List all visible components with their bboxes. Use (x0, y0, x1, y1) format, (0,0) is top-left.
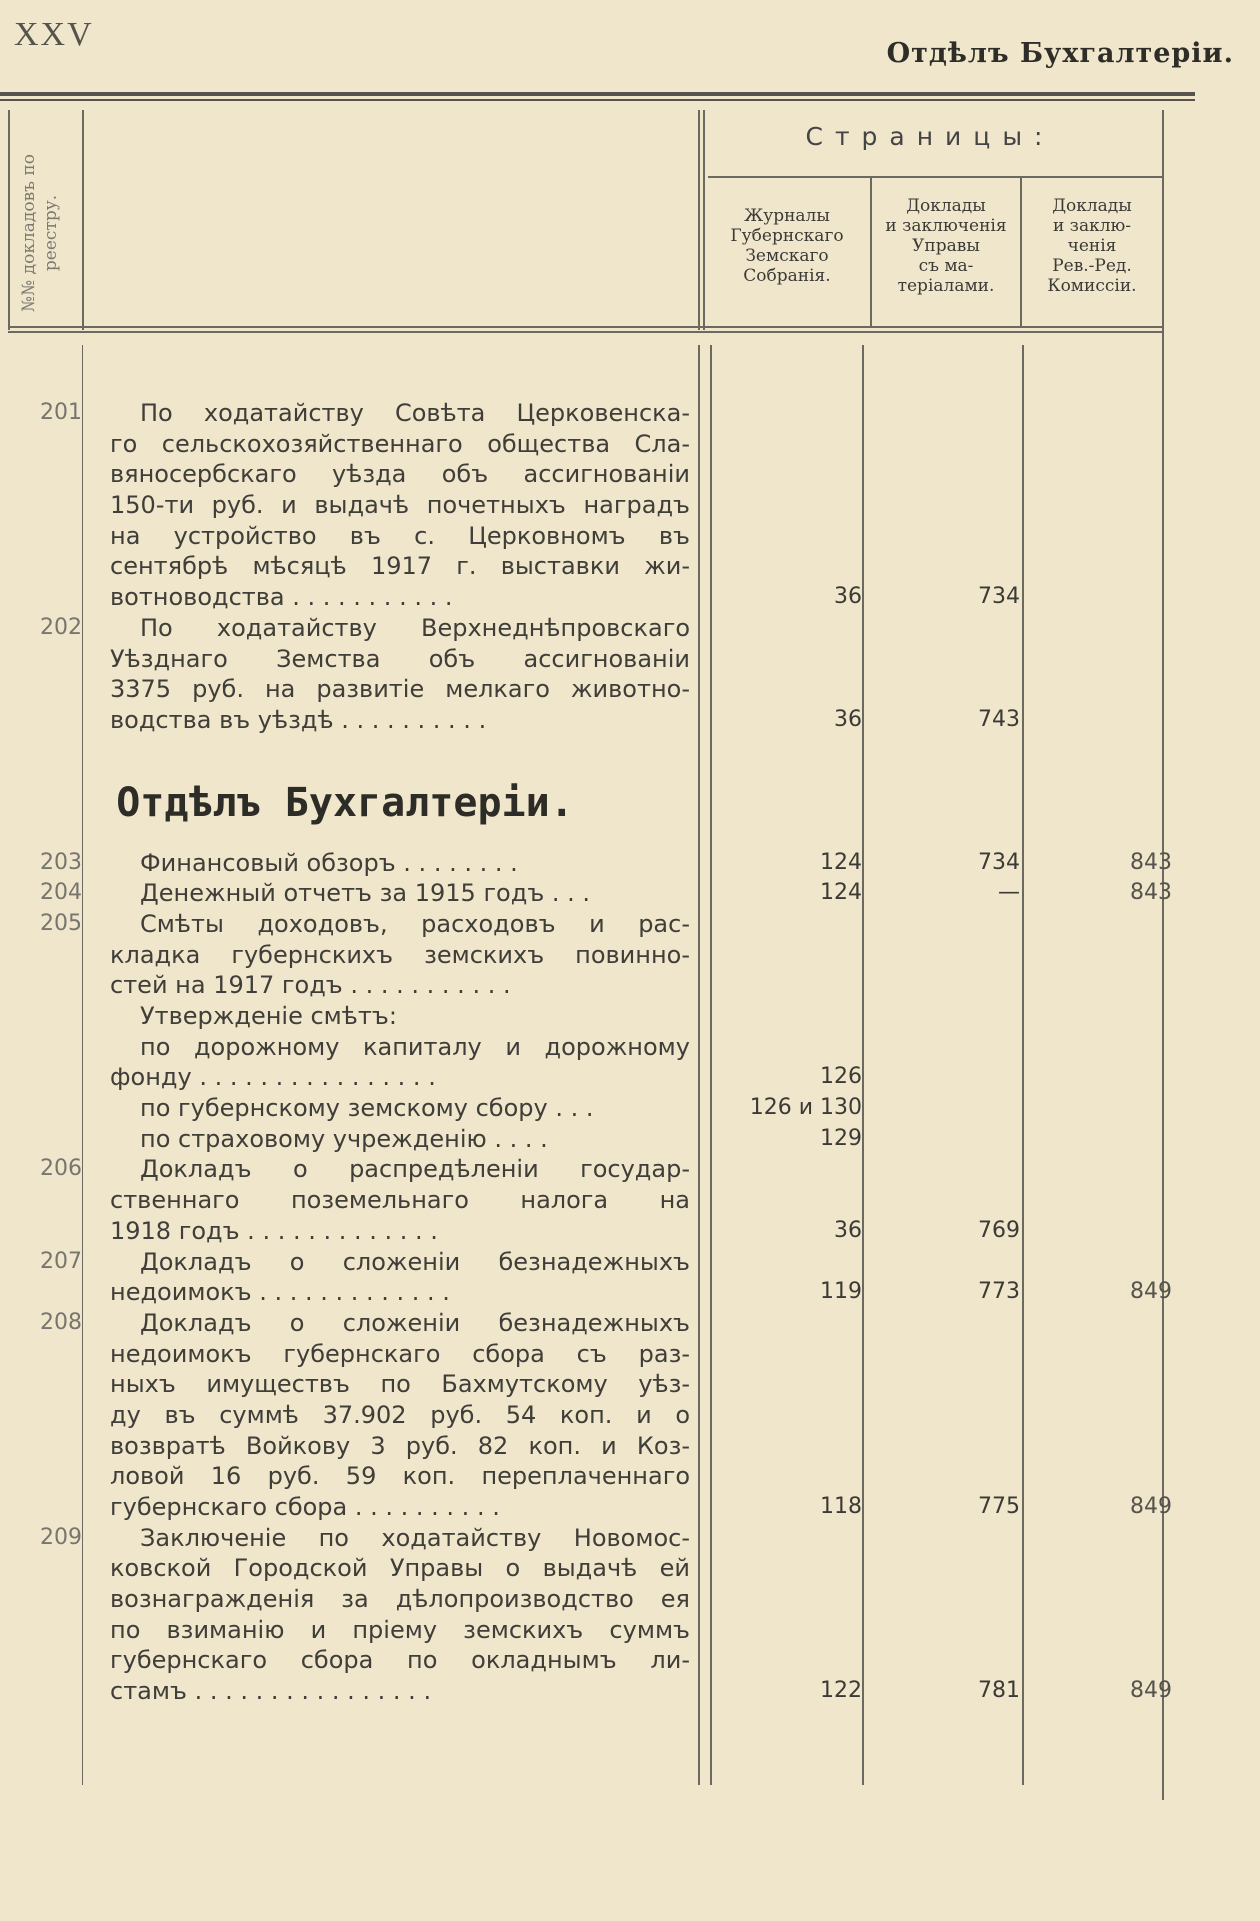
entry-text: Финансовый обзоръ . . . . . . . . (140, 848, 518, 877)
entry-line (0, 1645, 1260, 1676)
table-row (0, 1032, 1260, 1093)
entry-line (0, 1185, 1260, 1216)
entry-line (0, 1062, 1260, 1093)
entry-text: по дорожному капиталу и дорожному (140, 1032, 690, 1061)
entry-text: недоимокъ губернскаго сбора съ раз- (110, 1339, 690, 1368)
entry-line (0, 940, 1260, 971)
entry-line (0, 705, 1260, 736)
entry-line (0, 398, 1260, 429)
entry-line (0, 1584, 1260, 1615)
entry-line (0, 429, 1260, 460)
entry-text: ныхъ имуществъ по Бахмутскому уѣз- (110, 1370, 690, 1399)
table-row (0, 1247, 1260, 1308)
entry-text: стей на 1917 годъ . . . . . . . . . . . (110, 971, 511, 1000)
entry-text: Докладъ о сложеніи безнадежныхъ (140, 1247, 690, 1276)
entry-line (0, 1431, 1260, 1462)
entry-line (0, 1492, 1260, 1523)
entry-text: ду въ суммѣ 37.902 руб. 54 коп. и о (110, 1400, 690, 1429)
entry-text: ковской Городской Управы о выдачѣ ей (110, 1554, 690, 1583)
reports-page: 734 (978, 584, 1020, 610)
entry-text: го сельскохозяйственнаго общества Сла- (110, 429, 690, 458)
entries-after (0, 848, 1260, 1707)
entry-text: По ходатайству Совѣта Церковенска- (140, 399, 690, 427)
entry-text: По ходатайству Верхнеднѣпровскаго (140, 613, 690, 642)
journals-page: 118 (820, 1494, 862, 1519)
entry-line (0, 644, 1260, 675)
journals-page: 124 (820, 880, 862, 906)
reports-page: 773 (978, 1279, 1020, 1305)
section-title: Отдѣлъ Бухгалтеріи. (116, 779, 574, 826)
entry-text: по взиманію и пріему земскихъ суммъ (110, 1615, 690, 1644)
entry-number: 208 (40, 1309, 82, 1335)
journals-page: 119 (820, 1279, 862, 1305)
reports-page: 734 (978, 849, 1020, 875)
commission-page: 849 (1130, 1279, 1172, 1305)
entry-text: губернскаго сбора по окладнымъ ли- (110, 1646, 690, 1675)
table-row (0, 878, 1260, 909)
entries-table (0, 398, 1260, 1707)
entries-before (0, 398, 1260, 758)
commission-page: 849 (1130, 1678, 1172, 1704)
entry-number: 202 (40, 614, 82, 640)
entry-line (0, 582, 1260, 613)
entry-text: ловой 16 руб. 59 коп. переплаченнаго (110, 1462, 690, 1491)
reports-page: — (998, 880, 1020, 906)
entry-text: стамъ . . . . . . . . . . . . . . . . (110, 1677, 432, 1706)
entry-text: вяносербскаго уѣзда объ ассигнованіи (110, 460, 690, 489)
page-number: XXV (14, 16, 94, 53)
entry-line (0, 1369, 1260, 1400)
entry-text: Смѣты доходовъ, расходовъ и рас- (140, 909, 690, 938)
journals-page: 126 (820, 1064, 862, 1090)
table-row (0, 613, 1260, 736)
table-row (0, 398, 1260, 613)
entry-line (0, 521, 1260, 552)
entry-line (0, 1676, 1260, 1707)
entry-text: ственнаго поземельнаго налога на (110, 1186, 690, 1215)
reports-page: 781 (978, 1678, 1020, 1704)
entry-line (0, 1093, 1260, 1124)
journals-page: 36 (834, 1217, 862, 1243)
journals-page: 36 (834, 584, 862, 610)
entry-text: 1918 годъ . . . . . . . . . . . . . (110, 1216, 438, 1245)
entry-line (0, 1461, 1260, 1492)
entry-line (0, 1400, 1260, 1431)
entry-line (0, 1032, 1260, 1063)
entry-number: 206 (40, 1156, 82, 1182)
entry-text: по губернскому земскому сбору . . . (140, 1094, 594, 1123)
entry-text: Докладъ о сложеніи безнадежныхъ (140, 1308, 690, 1337)
entry-line (0, 490, 1260, 521)
table-row (0, 1093, 1260, 1124)
entry-line (0, 1308, 1260, 1339)
entry-number: 203 (40, 849, 82, 875)
journals-page: 122 (820, 1678, 862, 1704)
table-row (0, 909, 1260, 1001)
entry-text: сентябрѣ мѣсяцѣ 1917 г. выставки жи- (110, 552, 690, 581)
entry-text: на устройство въ с. Церковномъ въ (110, 521, 690, 550)
entry-line (0, 970, 1260, 1001)
entry-line (0, 1339, 1260, 1370)
col-commission-header: Доклады и заклю- ченія Рев.-Ред. Комиссіи. (1047, 196, 1137, 296)
table-row (0, 1124, 1260, 1155)
entry-text: вотноводства . . . . . . . . . . . (110, 583, 453, 612)
entry-text: 150-ти руб. и выдачѣ почетныхъ наградъ (110, 491, 690, 520)
entry-line (0, 1001, 1260, 1032)
table-row (0, 848, 1260, 879)
entry-line (0, 1247, 1260, 1278)
entry-number: 205 (40, 910, 82, 936)
entry-number: 201 (40, 400, 82, 425)
table-row (0, 1523, 1260, 1707)
pages-underline (708, 176, 1162, 178)
entry-text: губернскаго сбора . . . . . . . . . . (110, 1493, 500, 1521)
col-journals-header: Журналы Губернскаго Земскаго Собранія. (730, 206, 844, 286)
entry-text: кладка губернскихъ земскихъ повинно- (110, 940, 690, 969)
top-rule (0, 92, 1195, 96)
entry-text: Денежный отчетъ за 1915 годъ . . . (140, 879, 591, 908)
header-bottom-rule2 (8, 331, 1162, 333)
entry-text: Утвержденіе смѣтъ: (140, 1002, 397, 1030)
table-row (0, 1154, 1260, 1246)
commission-page: 843 (1130, 849, 1172, 875)
journals-page: 129 (820, 1125, 862, 1151)
journals-page: 124 (820, 849, 862, 875)
entry-text: недоимокъ . . . . . . . . . . . . . (110, 1278, 450, 1307)
entry-number: 207 (40, 1248, 82, 1274)
entry-line (0, 1277, 1260, 1308)
journals-page: 126 и 130 (749, 1095, 862, 1121)
entry-line (0, 1553, 1260, 1584)
entry-text: Докладъ о распредѣленіи государ- (140, 1155, 690, 1184)
col-reports-header: Доклады и заключенія Управы съ ма- теріалами. (885, 196, 1007, 296)
entry-line (0, 848, 1260, 879)
entry-number: 209 (40, 1524, 82, 1550)
entry-line (0, 1216, 1260, 1247)
header-divider-num (82, 110, 84, 330)
entry-text: водства въ уѣздѣ . . . . . . . . . . (110, 705, 487, 734)
entry-text: по страховому учрежденію . . . . (140, 1124, 548, 1153)
commission-page: 849 (1130, 1494, 1172, 1519)
entry-line (0, 1154, 1260, 1185)
entry-text: Заключеніе по ходатайству Новомос- (140, 1523, 690, 1552)
entry-line (0, 613, 1260, 644)
entry-line (0, 1523, 1260, 1554)
top-rule-thin (0, 99, 1195, 101)
entry-number: 204 (40, 880, 82, 906)
entry-text: 3375 руб. на развитіе мелкаго животно- (110, 675, 690, 704)
running-title: Отдѣлъ Бухгалтеріи. (886, 38, 1234, 69)
entry-line (0, 878, 1260, 909)
reports-page: 769 (978, 1217, 1020, 1243)
entry-text: Уѣзднаго Земства объ ассигнованіи (110, 644, 690, 673)
entry-line (0, 1124, 1260, 1155)
commission-page: 843 (1130, 880, 1172, 906)
entry-text: вознагражденія за дѣлопроизводство ея (110, 1585, 690, 1614)
entry-line (0, 1615, 1260, 1646)
entry-line (0, 909, 1260, 940)
col-register-header: №№ докладовъ по реестру. (19, 154, 61, 312)
pages-label: Страницы: (805, 122, 1055, 151)
table-row (0, 1308, 1260, 1523)
entry-line (0, 674, 1260, 705)
reports-page: 743 (978, 706, 1020, 732)
entry-text: возвратѣ Войкову 3 руб. 82 коп. и Коз- (110, 1431, 690, 1460)
table-left-border (8, 110, 10, 330)
table-row (0, 1001, 1260, 1032)
journals-page: 36 (834, 706, 862, 732)
entry-line (0, 459, 1260, 490)
entry-line (0, 551, 1260, 582)
header-bottom-rule (8, 326, 1162, 328)
entry-text: фонду . . . . . . . . . . . . . . . . (110, 1063, 436, 1092)
reports-page: 775 (978, 1494, 1020, 1519)
